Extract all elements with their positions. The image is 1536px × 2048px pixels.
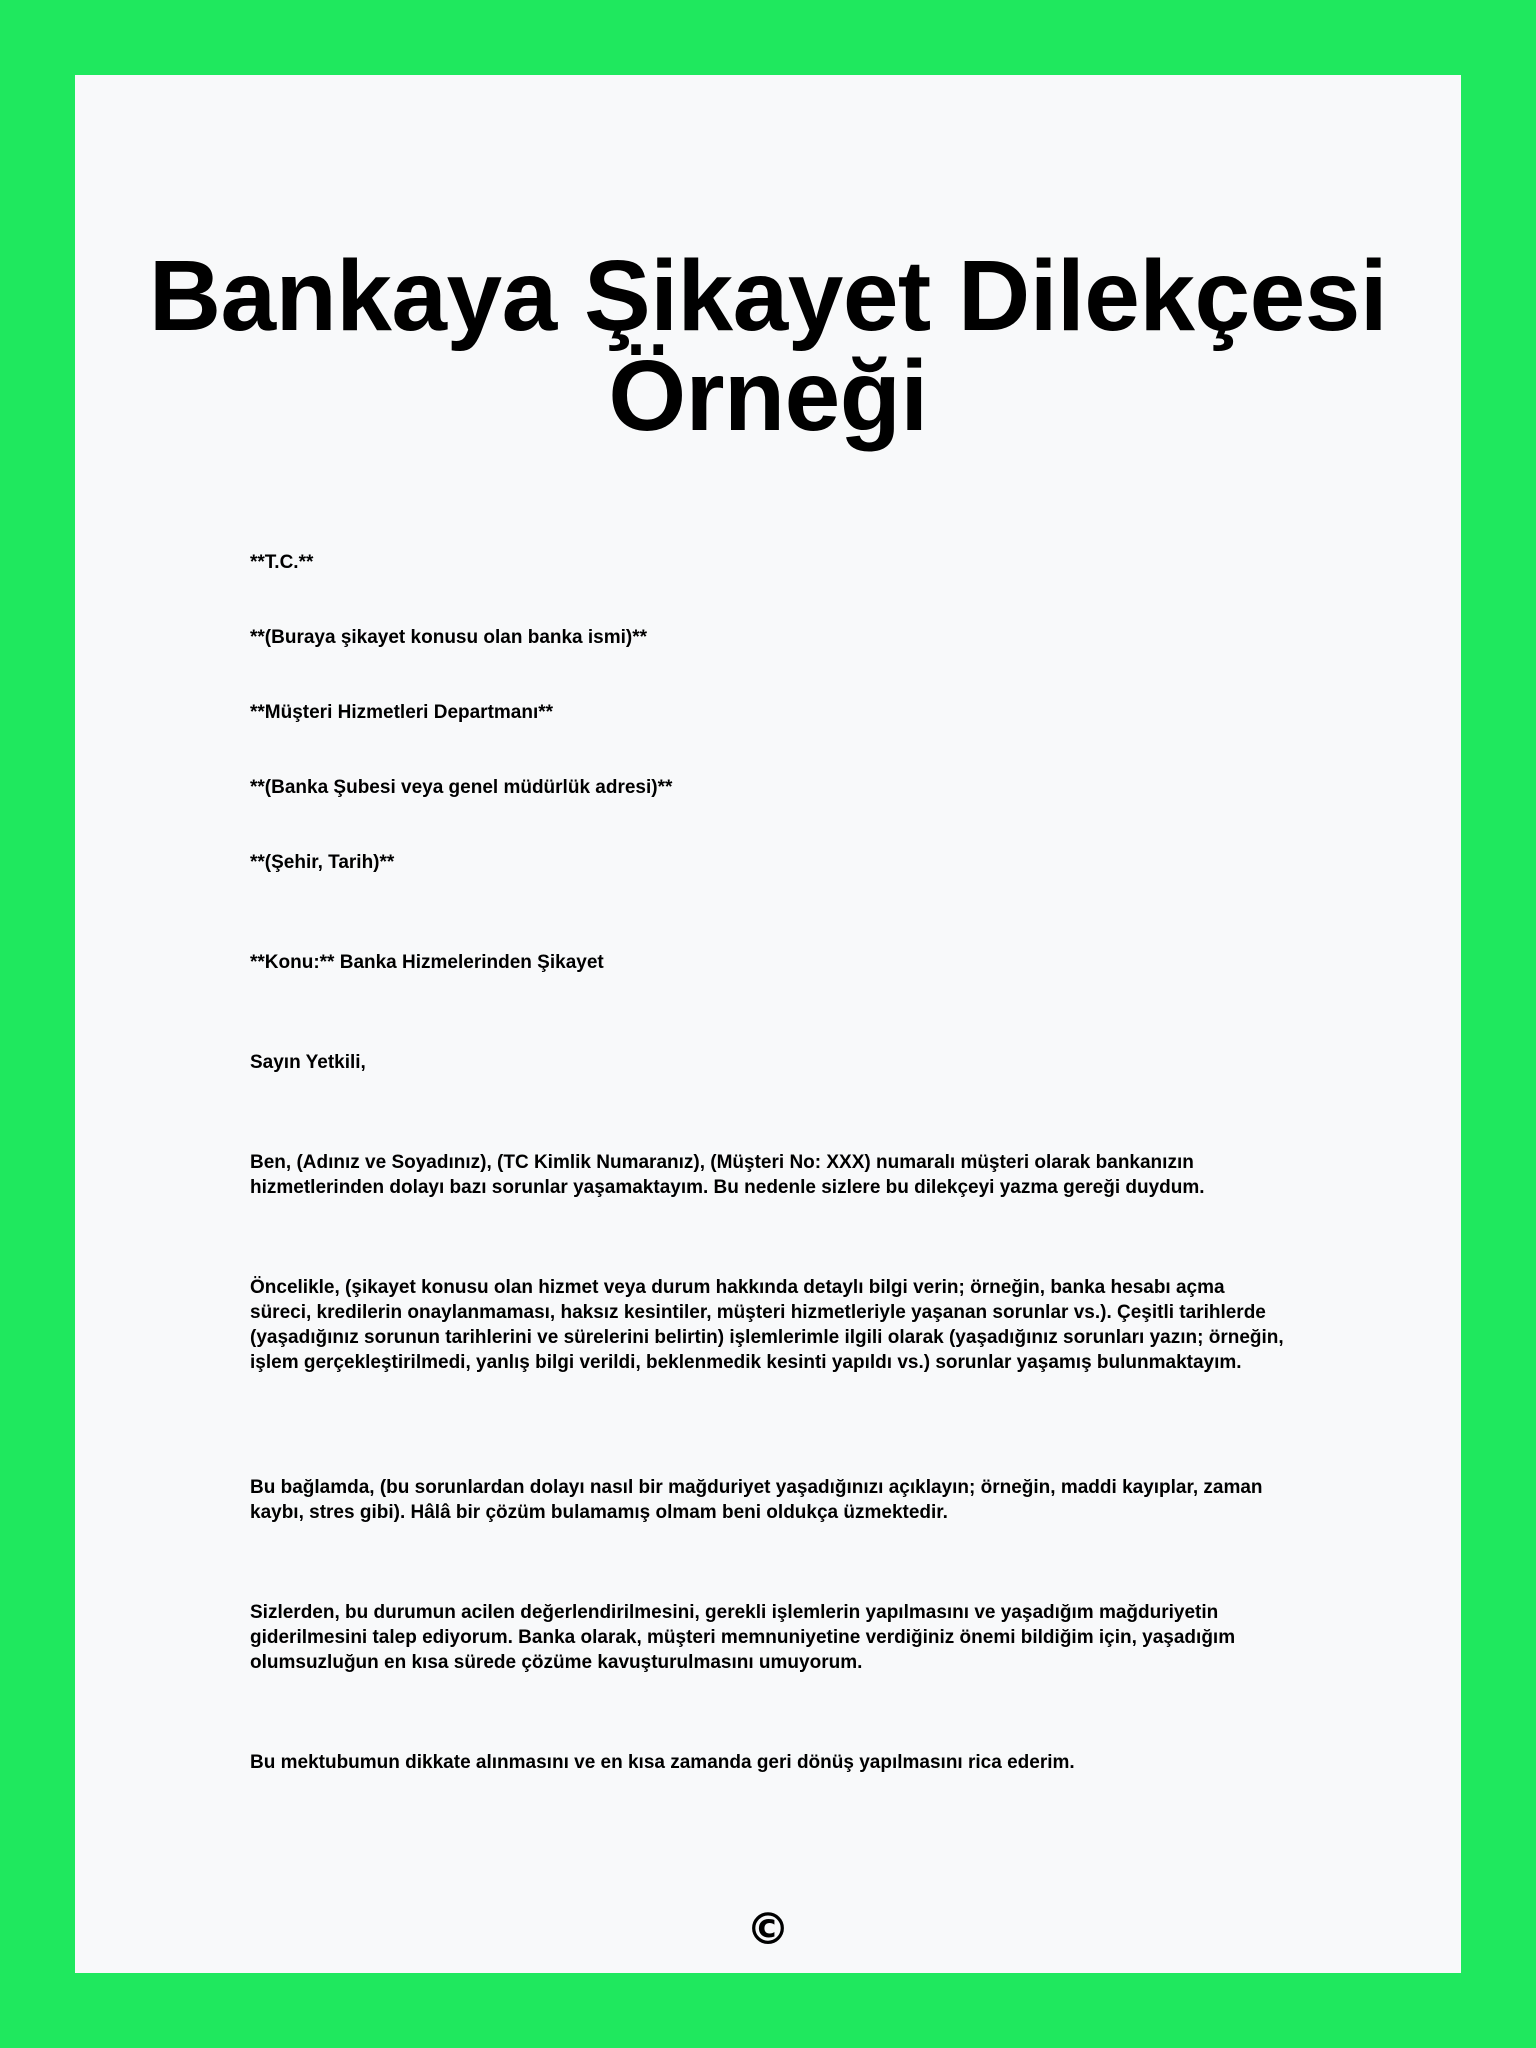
header-line-department: **Müşteri Hizmetleri Departmanı**	[250, 702, 554, 723]
salutation: Sayın Yetkili,	[250, 1052, 366, 1073]
subject-line: **Konu:** Banka Hizmelerinden Şikayet	[250, 952, 604, 973]
document-title: Bankaya Şikayet Dilekçesi Örneği	[148, 240, 1388, 452]
paragraph-grievance: Bu bağlamda, (bu sorunlardan dolayı nasıl bir mağduriyet yaşadığınızı açıklayın; örneğin, maddi kayıplar, zaman kaybı, stres gibi). Hâlâ bir çözüm bulamamış olmam beni oldukça üzmektedir.	[250, 1477, 1263, 1523]
paragraph-details: Öncelikle, (şikayet konusu olan hizmet veya durum hakkında detaylı bilgi verin; örneğin, banka hesabı açma süreci, kredilerin onaylanmaması, haksız kesintiler, müşteri hizmetleriyle yaşanan sorunlar vs.). Çeşitli tarihlerde (yaşadığınız sorunun tarihlerini ve sürelerini belirtin) işlemlerimle ilgili olarak (yaşadığınız sorunları yazın; örneğin, işlem gerçekleştirilmedi, yanlış bilgi verildi, beklenmedik kesinti yapıldı vs.) sorunlar yaşamış bulunmaktayım.	[250, 1277, 1284, 1373]
header-line-tc: **T.C.**	[250, 552, 314, 573]
paragraph-request: Sizlerden, bu durumun acilen değerlendirilmesini, gerekli işlemlerin yapılmasını ve yaşadığım mağduriyetin giderilmesini talep ediyorum. Banka olarak, müşteri memnuniyetine verdiğiniz önemi bildiğim için, yaşadığım olumsuzluğun en kısa sürede çözüme kavuşturulmasını umuyorum.	[250, 1602, 1236, 1673]
paragraph-introduction: Ben, (Adınız ve Soyadınız), (TC Kimlik Numaranız), (Müşteri No: XXX) numaralı müşteri olarak bankanızın hizmetlerinden dolayı bazı sorunlar yaşamaktayım. Bu nedenle sizlere bu dilekçeyi yazma gereği duydum.	[250, 1152, 1205, 1198]
header-line-city-date: **(Şehir, Tarih)**	[250, 852, 395, 873]
header-line-address: **(Banka Şubesi veya genel müdürlük adresi)**	[250, 777, 673, 798]
paragraph-closing: Bu mektubumun dikkate alınmasını ve en kısa zamanda geri dönüş yapılmasını rica ederim.	[250, 1752, 1075, 1773]
header-line-bank-name: **(Buraya şikayet konusu olan banka ismi)**	[250, 627, 648, 648]
copyright-icon: ©	[746, 1904, 790, 1955]
